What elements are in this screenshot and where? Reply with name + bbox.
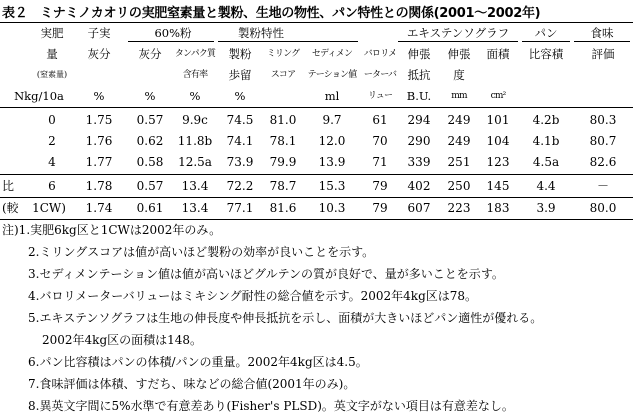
table-row	[0, 152, 633, 172]
cell-ext: 251	[447, 155, 471, 169]
underline-flour60	[128, 41, 214, 42]
header-row-1	[0, 23, 633, 43]
cell-valo: 79	[372, 201, 388, 215]
cell-ash: 1.78	[85, 179, 113, 193]
cell-area: 183	[486, 201, 510, 215]
header-n-1: 実肥	[40, 26, 64, 40]
unit-yield: %	[234, 89, 246, 103]
cell-n: 4	[48, 155, 56, 169]
cell-ext: 249	[447, 113, 471, 127]
cell-ash60: 0.57	[136, 113, 164, 127]
cell-sed: 10.3	[318, 201, 346, 215]
cell-n: 1CW)	[32, 201, 66, 215]
header-vol: 比容積	[528, 47, 564, 61]
cell-area: 123	[486, 155, 510, 169]
bottom-rule	[0, 219, 633, 220]
header-sed-1: セディメン	[311, 49, 353, 59]
cell-ext: 249	[447, 134, 471, 148]
cell-protein: 13.4	[181, 179, 209, 193]
header-score-1: ミリング	[266, 49, 300, 59]
header-n-3: (窒素量)	[36, 70, 68, 79]
header-ext-1: 伸張	[447, 47, 471, 61]
footnote-1: 注)1.実肥6kg区と1CWは2002年のみ。	[2, 223, 222, 237]
header-sed-2: テーション値	[307, 70, 357, 80]
footnote-4: 4.バロリメーターバリューはミキシング耐性の総合値を示す。2002年4kg区は78。	[28, 289, 478, 303]
cell-ash60: 0.62	[136, 134, 164, 148]
cell-taste: 82.6	[589, 155, 617, 169]
row-rule	[0, 174, 633, 175]
cell-ash: 1.77	[85, 155, 113, 169]
unit-n: Nkg/10a	[14, 89, 64, 103]
header-area: 面積	[486, 47, 510, 61]
underline-extensograph	[398, 41, 518, 42]
cell-res: 402	[407, 179, 431, 193]
underline-bread	[522, 41, 570, 42]
cell-vol: 4.5a	[532, 155, 560, 169]
cell-valo: 71	[372, 155, 388, 169]
cell-ash: 1.75	[85, 113, 113, 127]
cell-yield: 72.2	[226, 179, 254, 193]
cell-score: 81.0	[269, 113, 297, 127]
cell-protein: 11.8b	[177, 134, 213, 148]
footnote-8: 8.異英文字間に5%水準で有意差あり(Fisher's PLSD)。英文字がない項目は有意差なし。	[28, 399, 514, 413]
cell-ash: 1.76	[85, 134, 113, 148]
unit-ash: %	[93, 89, 105, 103]
unit-sed: ml	[324, 89, 340, 103]
unit-res: B.U.	[406, 89, 432, 103]
cell-score: 79.9	[269, 155, 297, 169]
cell-valo: 70	[372, 134, 388, 148]
footnote-5: 5.エキステンソグラフは生地の伸長度や伸長抵抗を示し、面積が大きいほどパン適性が優れる。	[28, 311, 543, 325]
header-ash-2: 灰分	[87, 47, 111, 61]
header-ext-2: 度	[453, 68, 465, 82]
footnote-6: 6.パン比容積はパンの体積/パンの重量。2002年4kg区は4.5。	[28, 355, 368, 369]
cell-yield: 77.1	[226, 201, 254, 215]
header-valo-2: ーターバ	[363, 70, 397, 80]
header-ash60: 灰分	[138, 47, 162, 61]
table-row	[0, 131, 633, 151]
table-title: 表２ ミナミノカオリの実肥窒素量と製粉、生地の物性、パン特性との関係(2001～2002年)	[2, 6, 541, 21]
cell-protein: 12.5a	[178, 155, 212, 169]
cell-taste: 80.3	[589, 113, 617, 127]
cell-ash: 1.74	[85, 201, 113, 215]
header-protein-2: 含有率	[182, 70, 208, 80]
cell-n: 6	[48, 179, 56, 193]
cell-label: 比	[2, 179, 15, 193]
cell-yield: 74.5	[226, 113, 254, 127]
table-row	[0, 198, 633, 218]
cell-vol: 4.4	[536, 179, 556, 193]
cell-n: 2	[48, 134, 56, 148]
cell-ext: 250	[447, 179, 471, 193]
cell-score: 78.1	[269, 134, 297, 148]
cell-yield: 74.1	[226, 134, 254, 148]
header-protein: タンパク質	[174, 49, 216, 59]
cell-ash60: 0.57	[136, 179, 164, 193]
cell-sed: 15.3	[318, 179, 346, 193]
cell-score: 78.7	[269, 179, 297, 193]
header-row-units	[0, 86, 633, 106]
cell-sed: 13.9	[318, 155, 346, 169]
header-taste-1: 食味	[590, 26, 614, 40]
cell-score: 81.6	[269, 201, 297, 215]
header-ash-1: 子実	[87, 26, 111, 40]
unit-ash60: %	[144, 89, 156, 103]
footnote-5b: 2002年4kg区の面積は148。	[42, 333, 203, 347]
cell-vol: 3.9	[536, 201, 556, 215]
header-res-1: 伸張	[407, 47, 431, 61]
unit-protein: %	[189, 89, 201, 103]
header-score-2: スコア	[270, 70, 296, 80]
footnote-2: 2.ミリングスコアは値が高いほど製粉の効率が良いことを示す。	[28, 245, 375, 259]
cell-res: 294	[407, 113, 431, 127]
cell-valo: 61	[372, 113, 388, 127]
header-n-2: 量	[46, 47, 58, 61]
footnote-7: 7.食味評価は体積、すだち、味などの総合値(2001年のみ)。	[28, 377, 356, 391]
footnote-3: 3.セディメンテーション値は値が高いほどグルテンの質が良好で、量が多いことを示す。	[28, 267, 504, 281]
header-yield-2: 歩留	[228, 68, 252, 82]
cell-ash60: 0.61	[136, 201, 164, 215]
cell-area: 145	[486, 179, 510, 193]
cell-vol: 4.2b	[532, 113, 560, 127]
cell-taste: －	[596, 179, 609, 193]
cell-protein: 9.9c	[182, 113, 208, 127]
header-valo-1: バロリメ	[363, 49, 397, 59]
header-yield-1: 製粉	[228, 47, 252, 61]
cell-sed: 9.7	[322, 113, 342, 127]
header-row-2	[0, 44, 633, 64]
header-res-2: 抵抗	[407, 68, 431, 82]
unit-ext: mm	[451, 91, 467, 101]
cell-res: 339	[407, 155, 431, 169]
header-flour60: 60%粉	[154, 26, 192, 40]
cell-yield: 73.9	[226, 155, 254, 169]
cell-protein: 13.4	[181, 201, 209, 215]
cell-valo: 79	[372, 179, 388, 193]
header-taste-2: 評価	[591, 47, 615, 61]
cell-res: 290	[407, 134, 431, 148]
cell-area: 101	[486, 113, 510, 127]
header-extensograph: エキステンソグラフ	[406, 26, 510, 40]
cell-ext: 223	[447, 201, 471, 215]
header-rule	[0, 107, 633, 108]
unit-area: cm²	[490, 91, 506, 101]
table-row	[0, 110, 633, 130]
header-bread: パン	[534, 26, 558, 40]
header-milling: 製粉特性	[238, 26, 284, 40]
cell-taste: 80.7	[589, 134, 617, 148]
cell-label: (較	[2, 201, 19, 215]
cell-vol: 4.1b	[532, 134, 560, 148]
cell-taste: 80.0	[589, 201, 617, 215]
underline-milling	[218, 41, 358, 42]
unit-valo: リュー	[367, 91, 393, 101]
header-row-3	[0, 65, 633, 85]
underline-taste	[574, 41, 630, 42]
cell-sed: 12.0	[318, 134, 346, 148]
cell-ash60: 0.58	[136, 155, 164, 169]
cell-area: 104	[486, 134, 510, 148]
cell-n: 0	[48, 113, 56, 127]
table-row	[0, 176, 633, 196]
cell-res: 607	[407, 201, 431, 215]
